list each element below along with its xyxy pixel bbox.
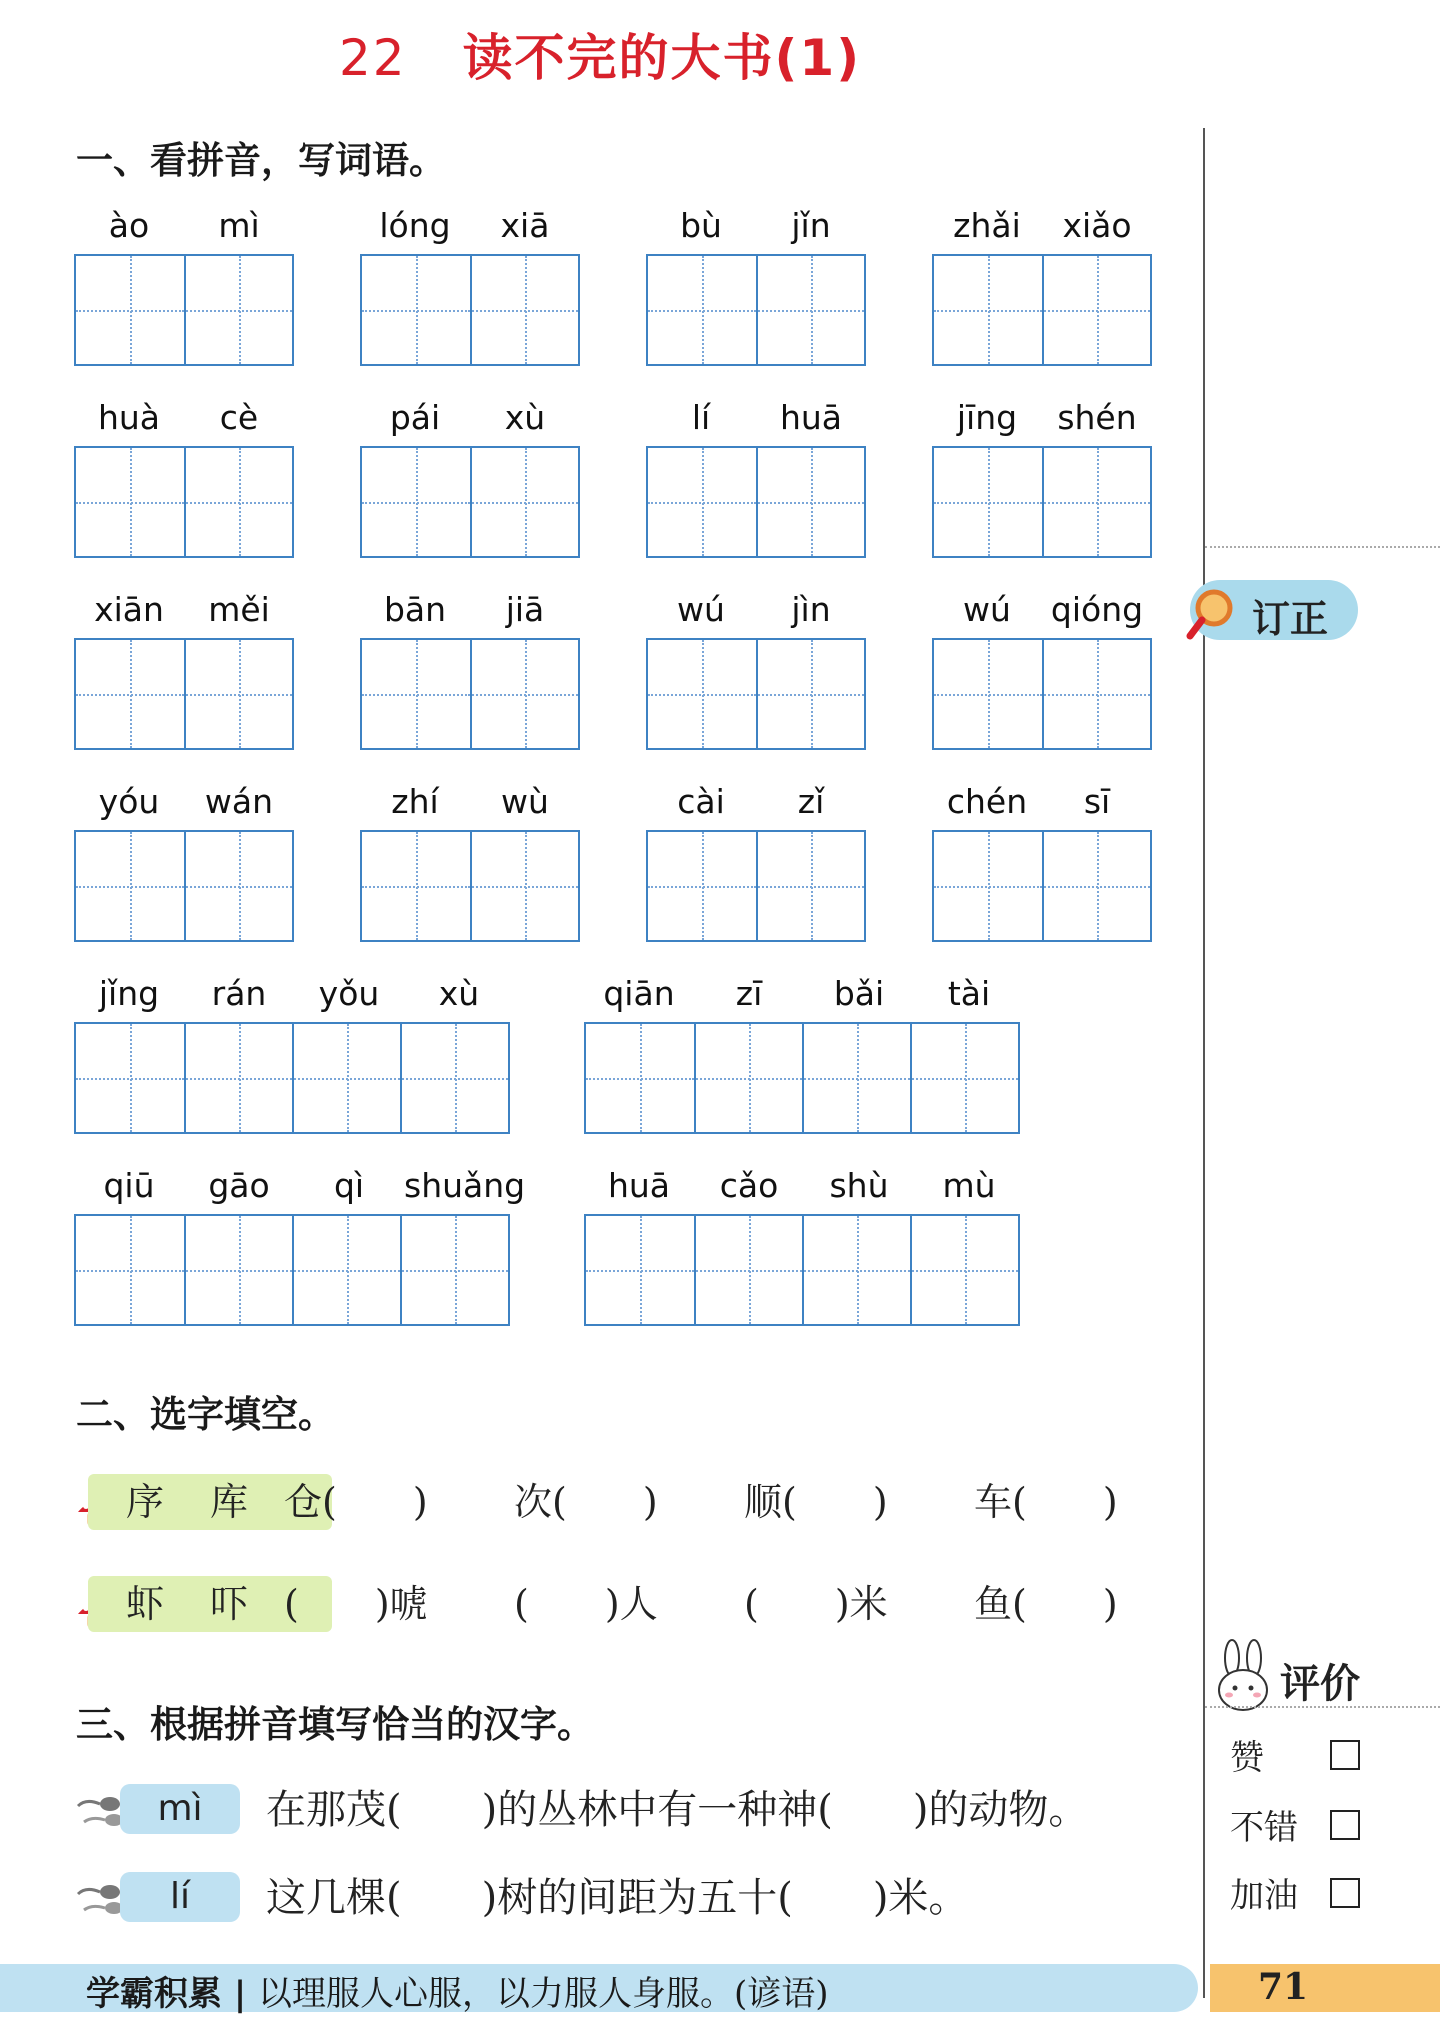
footer-bar-left: [0, 1964, 80, 2012]
pinyin-syllable: xiā: [500, 206, 550, 245]
tian-zi-cell[interactable]: [292, 1024, 400, 1132]
tian-zi-cell[interactable]: [76, 256, 184, 364]
pinyin-syllable: cè: [219, 398, 259, 437]
pinyin-syllable: měi: [208, 590, 270, 629]
tian-zi-cell[interactable]: [1042, 256, 1150, 364]
tian-zi-cell[interactable]: [802, 1024, 910, 1132]
page-title: [0, 18, 1200, 90]
tian-zi-cell[interactable]: [756, 448, 864, 556]
eval-option-label: 赞: [1230, 1738, 1264, 1778]
pinyin-syllable: xiǎo: [1062, 206, 1132, 245]
pinyin-syllable: qiān: [603, 974, 675, 1013]
bunny-icon: [1210, 1638, 1276, 1716]
fill-blank[interactable]: ( )米: [744, 1582, 888, 1626]
pinyin-syllable: shén: [1057, 398, 1137, 437]
pinyin-syllable: yǒu: [318, 974, 380, 1013]
pinyin-syllable: huā: [607, 1166, 671, 1205]
revise-label: 订正: [1252, 597, 1329, 641]
pinyin-syllable: chén: [946, 782, 1028, 821]
pinyin-syllable: wán: [204, 782, 274, 821]
tian-zi-cell[interactable]: [184, 256, 292, 364]
tian-zi-cell[interactable]: [756, 832, 864, 940]
fill-blank[interactable]: ( )人: [514, 1582, 658, 1626]
pinyin-syllable: zī: [735, 974, 763, 1013]
pinyin-syllable: sī: [1083, 782, 1111, 821]
tian-zi-cell[interactable]: [76, 1216, 184, 1324]
tian-zi-cell[interactable]: [934, 256, 1042, 364]
footer-text: 学霸积累 | 以理服人心服，以力服人身服。(谚语): [86, 1974, 829, 2014]
choice-char: 序: [126, 1480, 165, 1524]
footer-bar: [76, 1964, 1198, 2012]
writing-grid: [932, 830, 1152, 942]
tian-zi-cell[interactable]: [756, 256, 864, 364]
pinyin-syllable: zǐ: [797, 782, 825, 821]
page-number: 71: [1258, 1966, 1309, 2008]
pinyin-syllable: bǎi: [833, 974, 885, 1013]
fill-sentence[interactable]: 在那茂( )的丛林中有一种神( )的动物。: [266, 1787, 1089, 1833]
tian-zi-cell[interactable]: [184, 448, 292, 556]
tian-zi-cell[interactable]: [756, 640, 864, 748]
revise-badge: [1190, 580, 1358, 640]
tian-zi-cell[interactable]: [934, 448, 1042, 556]
pinyin-syllable: qióng: [1050, 590, 1144, 629]
tian-zi-cell[interactable]: [76, 1024, 184, 1132]
tian-zi-cell[interactable]: [910, 1216, 1018, 1324]
section1-title: 一、看拼音，写词语。: [76, 139, 446, 182]
writing-grid: [360, 830, 580, 942]
writing-grid: [360, 638, 580, 750]
pinyin-syllable: yóu: [98, 782, 160, 821]
writing-grid: [932, 254, 1152, 366]
pinyin-syllable: cài: [677, 782, 725, 821]
pinyin-syllable: xù: [438, 974, 480, 1013]
eval-checkbox[interactable]: [1330, 1878, 1360, 1908]
tian-zi-cell[interactable]: [362, 256, 470, 364]
tian-zi-cell[interactable]: [76, 640, 184, 748]
pinyin-syllable: pái: [389, 398, 441, 437]
magnifier-icon: [1186, 586, 1236, 640]
eval-checkbox[interactable]: [1330, 1740, 1360, 1770]
tian-zi-cell[interactable]: [470, 832, 578, 940]
eval-option-label: 加油: [1230, 1876, 1298, 1916]
writing-grid: [74, 254, 294, 366]
fill-blank[interactable]: 鱼( ): [974, 1582, 1118, 1626]
pinyin-syllable: tài: [947, 974, 991, 1013]
pinyin-syllable: qiū: [103, 1166, 155, 1205]
pinyin-syllable: shù: [829, 1166, 889, 1205]
pinyin-syllable: bù: [680, 206, 722, 245]
pinyin-syllable: zhí: [391, 782, 439, 821]
pinyin-tag: lí: [120, 1872, 240, 1922]
pinyin-syllable: qì: [333, 1166, 365, 1205]
pinyin-sentence-row-2: [76, 1870, 1156, 1930]
tian-zi-cell[interactable]: [934, 832, 1042, 940]
tian-zi-cell[interactable]: [470, 448, 578, 556]
pinyin-syllable: wú: [677, 590, 725, 629]
tian-zi-cell[interactable]: [648, 832, 756, 940]
pinyin-syllable: jìn: [791, 590, 831, 629]
writing-grid: [74, 446, 294, 558]
writing-grid: [360, 446, 580, 558]
writing-grid: [932, 638, 1152, 750]
tian-zi-cell[interactable]: [802, 1216, 910, 1324]
tian-zi-cell[interactable]: [910, 1024, 1018, 1132]
pinyin-syllable: gāo: [208, 1166, 270, 1205]
pinyin-syllable: rán: [211, 974, 267, 1013]
tian-zi-cell[interactable]: [470, 640, 578, 748]
pinyin-syllable: jǐn: [791, 206, 831, 245]
tian-zi-cell[interactable]: [76, 832, 184, 940]
writing-grid: [646, 446, 866, 558]
choice-row-2: [76, 1576, 1156, 1636]
lesson-number: 22: [338, 29, 407, 87]
writing-grid: [932, 446, 1152, 558]
fill-sentence[interactable]: 这几棵( )树的间距为五十( )米。: [266, 1875, 969, 1921]
pinyin-syllable: wù: [501, 782, 549, 821]
pinyin-syllable: jǐng: [98, 974, 160, 1013]
pinyin-syllable: mù: [942, 1166, 996, 1205]
writing-grid: [646, 638, 866, 750]
eval-checkbox[interactable]: [1330, 1810, 1360, 1840]
pinyin-syllable: jiā: [505, 590, 545, 629]
pinyin-syllable: xù: [504, 398, 546, 437]
pinyin-syllable: cǎo: [719, 1166, 779, 1205]
writing-grid: [74, 1022, 510, 1134]
evaluation-title: 评价: [1280, 1661, 1360, 1707]
writing-grid: [646, 830, 866, 942]
tian-zi-cell[interactable]: [76, 448, 184, 556]
writing-grid: [584, 1214, 1020, 1326]
tian-zi-cell[interactable]: [648, 640, 756, 748]
tian-zi-cell[interactable]: [292, 1216, 400, 1324]
lesson-title: 读不完的大书(1): [462, 29, 862, 87]
pinyin-syllable: huā: [779, 398, 843, 437]
tian-zi-cell[interactable]: [362, 640, 470, 748]
fill-blank[interactable]: 次( ): [514, 1480, 658, 1524]
choice-char: 吓: [210, 1582, 249, 1626]
tian-zi-cell[interactable]: [648, 448, 756, 556]
pinyin-syllable: jīng: [956, 398, 1018, 437]
writing-grid: [74, 1214, 510, 1326]
tian-zi-cell[interactable]: [400, 1216, 508, 1324]
evaluation-divider: [1205, 1706, 1440, 1708]
tian-zi-cell[interactable]: [184, 1024, 292, 1132]
fill-blank[interactable]: 仓( ): [284, 1480, 428, 1524]
pinyin-syllable: xiān: [94, 590, 164, 629]
choice-char: 库: [210, 1480, 249, 1524]
tian-zi-cell[interactable]: [586, 1216, 694, 1324]
writing-grid: [74, 830, 294, 942]
section2-title: 二、选字填空。: [76, 1393, 335, 1436]
tian-zi-cell[interactable]: [470, 256, 578, 364]
choice-char: 虾: [126, 1582, 165, 1626]
pinyin-syllable: lóng: [379, 206, 451, 245]
pinyin-syllable: ào: [108, 206, 150, 245]
tian-zi-cell[interactable]: [184, 832, 292, 940]
tian-zi-cell[interactable]: [586, 1024, 694, 1132]
pinyin-syllable: huà: [97, 398, 161, 437]
tian-zi-cell[interactable]: [1042, 640, 1150, 748]
pinyin-syllable: lí: [691, 398, 711, 437]
eval-option-label: 不错: [1230, 1808, 1298, 1848]
tian-zi-cell[interactable]: [648, 256, 756, 364]
pinyin-syllable: zhǎi: [953, 206, 1021, 245]
writing-grid: [74, 638, 294, 750]
tian-zi-cell[interactable]: [362, 832, 470, 940]
tadpole-icon: [76, 1790, 124, 1830]
writing-grid: [584, 1022, 1020, 1134]
pinyin-sentence-row-1: [76, 1782, 1156, 1842]
tian-zi-cell[interactable]: [184, 640, 292, 748]
tian-zi-cell[interactable]: [362, 448, 470, 556]
tian-zi-cell[interactable]: [400, 1024, 508, 1132]
fill-blank[interactable]: 车( ): [974, 1480, 1118, 1524]
tian-zi-cell[interactable]: [1042, 448, 1150, 556]
tian-zi-cell[interactable]: [1042, 832, 1150, 940]
tian-zi-cell[interactable]: [934, 640, 1042, 748]
writing-grid: [360, 254, 580, 366]
writing-grid: [646, 254, 866, 366]
sidebar-divider: [1205, 546, 1440, 548]
footer-label: 学霸积累: [86, 1974, 222, 2014]
page-number-box: [1210, 1964, 1440, 2012]
footer-quote: 以理服人心服，以力服人身服。(谚语): [258, 1974, 829, 2014]
fill-blank[interactable]: ( )唬: [284, 1582, 428, 1626]
tian-zi-cell[interactable]: [184, 1216, 292, 1324]
choice-row-1: [76, 1474, 1156, 1534]
pinyin-syllable: wú: [963, 590, 1011, 629]
tadpole-icon: [76, 1878, 124, 1918]
fill-blank[interactable]: 顺( ): [744, 1480, 888, 1524]
margin-divider: [1203, 128, 1205, 1998]
pinyin-tag: mì: [120, 1784, 240, 1834]
tian-zi-cell[interactable]: [694, 1216, 802, 1324]
pinyin-syllable: bān: [383, 590, 447, 629]
tian-zi-cell[interactable]: [694, 1024, 802, 1132]
pinyin-syllable: shuǎng: [404, 1166, 526, 1205]
section3-title: 三、根据拼音填写恰当的汉字。: [76, 1703, 594, 1746]
pinyin-syllable: mì: [218, 206, 260, 245]
